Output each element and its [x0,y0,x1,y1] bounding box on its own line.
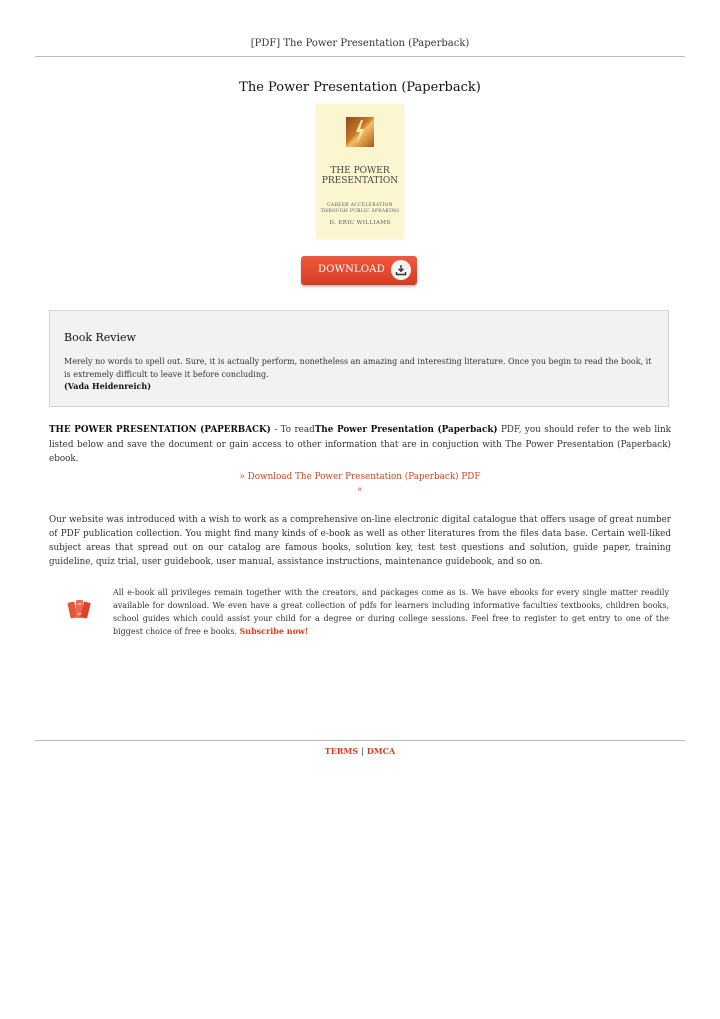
download-icon [391,260,411,280]
document-header-title: [PDF] The Power Presentation (Paperback) [250,38,470,49]
cover-title-line2: PRESENTATION [321,176,399,186]
cover-subtitle [316,203,404,215]
cover-subtitle-line2: THROUGH PUBLIC SPEAKING [320,209,400,214]
download-pdf-link[interactable] [0,471,720,497]
review-author: (Vada Heidenreich) [64,381,152,391]
dmca-link[interactable]: DMCA [366,746,396,756]
footer-paragraph [113,587,669,639]
footer-links [0,746,720,756]
intro-text-b: PDF, you should refer to the web link listed below and save the document or gain access to other information that are in conjuction with The Power Presentation (Paperback) ebook. [49,425,671,464]
download-pdf-link-line1[interactable]: » Download The Power Presentation (Paperback) PDF [239,472,481,482]
book-review-box [49,310,669,407]
books-icon [66,596,92,622]
footer-divider [35,740,685,741]
intro-text-a: - To read [270,425,315,435]
header-divider [35,56,685,57]
cover-title [316,166,404,186]
footer-link-separator: | [361,747,364,756]
review-heading: Book Review [64,331,136,344]
subscribe-link[interactable]: Subscribe now! [239,626,309,637]
cover-title-line1: THE POWER [330,166,390,176]
book-cover [316,104,404,239]
terms-link[interactable]: TERMS [324,746,359,756]
lightning-art-icon [346,117,374,147]
footer-paragraph-text: All e-book all privileges remain together with the creators, and packages come as is. We have ebooks for every single matter readily available for download. We even have a great collection of pdfs for learners including informative faculties textbooks, children books, school guides which could assist your child for a degree or during college sessions. Feel free to register to get entry to one of the biggest choice of free e books. [113,588,669,637]
website-paragraph: Our website was introduced with a wish to work as a comprehensive on-line electronic digital catalogue that offers usage of great number of PDF publication collection. You might find many kinds of e-book as well as other literatures from the files data base. Certain well-liked subject areas that spread out on our catalog are famous books, solution key, test test questions and solution, guide paper, training guideline, quiz trial, user guidebook, user manual, assistance instructions, maintenance guidebook, and so on. [49,515,671,567]
cover-author: D. ERIC WILLIAMS [329,220,391,226]
download-pdf-link-line2[interactable]: « [357,485,363,495]
download-button[interactable] [301,256,417,285]
page-title: The Power Presentation (Paperback) [239,80,481,95]
intro-bold-title: The Power Presentation (Paperback) [314,425,498,435]
cover-subtitle-line1: CAREER ACCELERATION [327,203,393,208]
intro-lead-caps: THE POWER PRESENTATION (PAPERBACK) [49,425,271,435]
intro-paragraph [49,423,671,467]
download-button-label: DOWNLOAD [318,264,385,275]
review-text: Merely no words to spell out. Sure, it is actually perform, nonetheless an amazing and interesting literature. Once you begin to read the book, it is extremely difficult to leave it before concluding. [64,357,652,379]
